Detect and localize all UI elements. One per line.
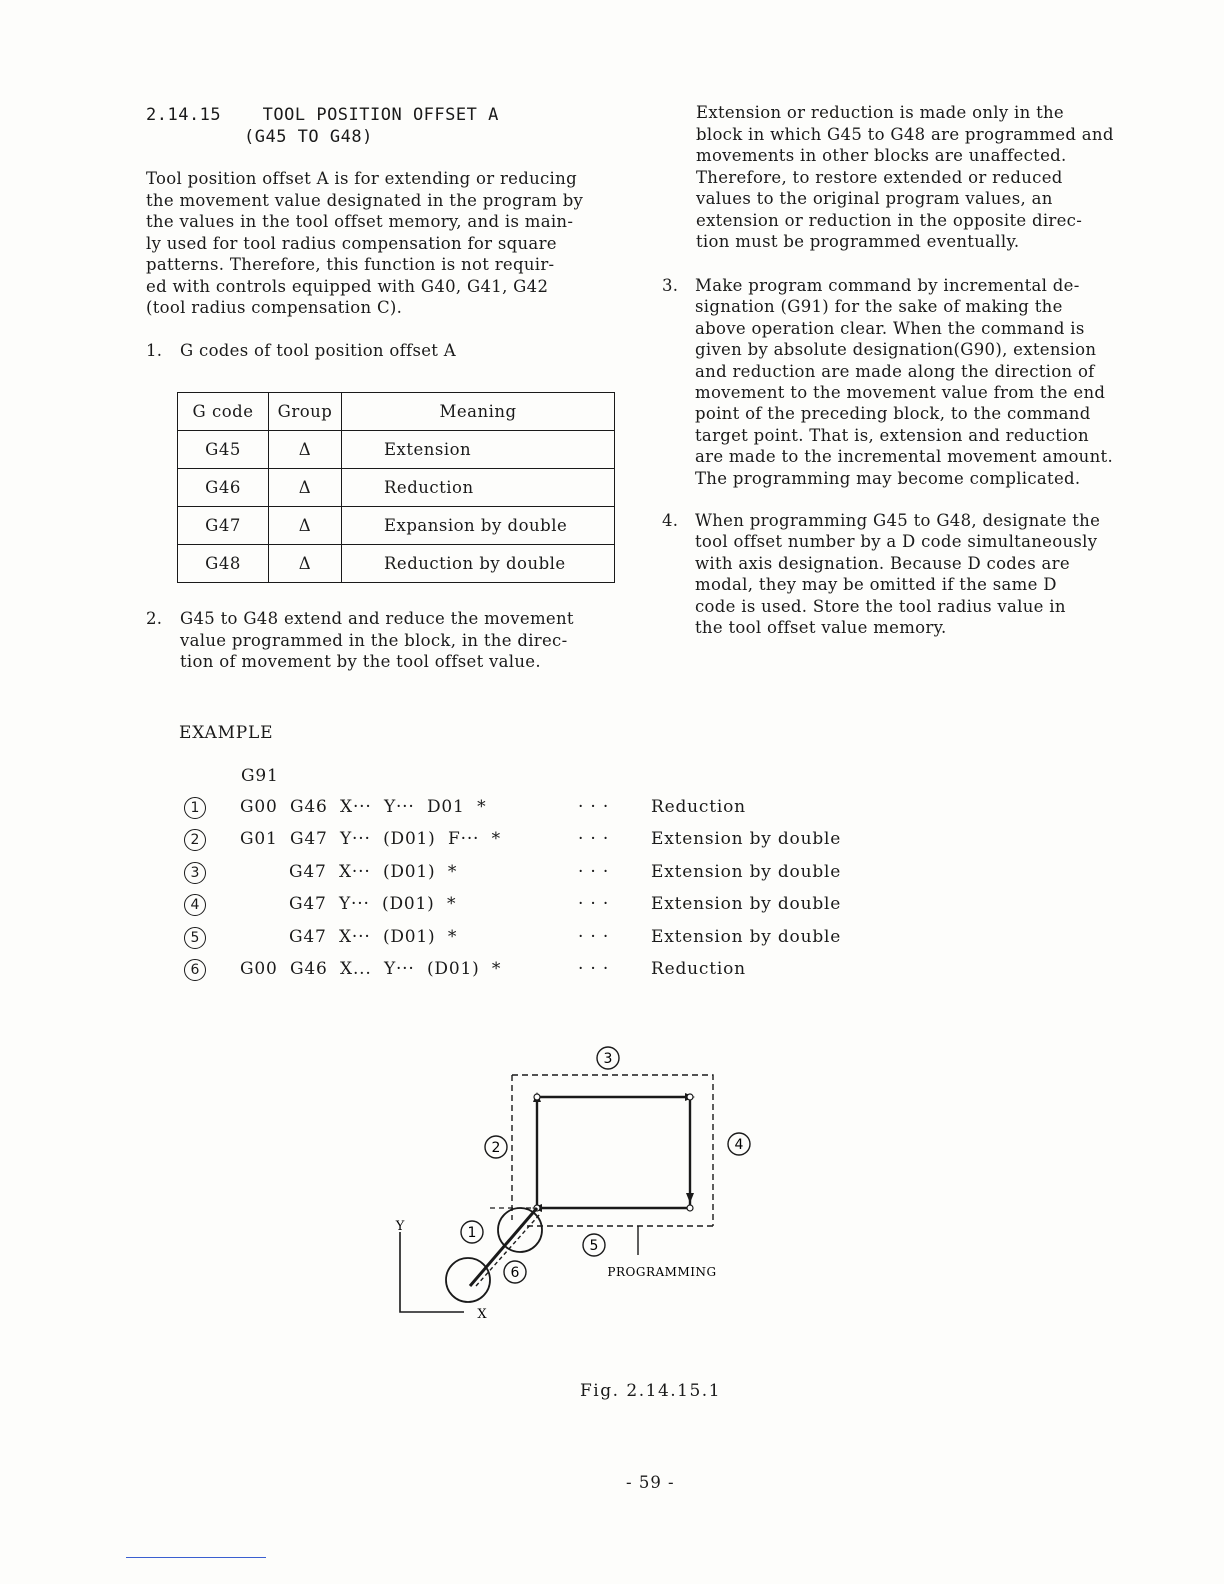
group-cell: Δ <box>269 545 342 583</box>
text-line: ed with controls equipped with G40, G41, G42 <box>146 276 549 296</box>
example-step-marker <box>184 829 206 851</box>
text-line: target point. That is, extension and reduction <box>695 425 1089 445</box>
example-dots: · · · <box>578 959 610 979</box>
text-line: block in which G45 to G48 are programmed and <box>696 124 1114 144</box>
example-dots: · · · <box>578 926 610 947</box>
example-dots: · · · <box>578 797 610 817</box>
text-line: (tool radius compensation C). <box>146 298 403 317</box>
text-line: value programmed in the block, in the direc- <box>180 630 568 650</box>
item-1-number: 1. <box>146 341 163 360</box>
fig-label-6: 6 <box>510 1265 520 1281</box>
text-line: the values in the tool offset memory, and is main- <box>146 212 574 231</box>
example-step-marker <box>184 894 206 916</box>
fig-label-5: 5 <box>589 1238 599 1254</box>
text-line: tool offset number by a D code simultaneously <box>695 532 1098 552</box>
figure-diagram <box>380 1040 800 1330</box>
approach-path <box>467 1208 537 1286</box>
example-step-number: 6 <box>184 959 206 981</box>
item-2-number: 2. <box>146 609 163 628</box>
example-dots: · · · <box>578 861 610 882</box>
text-line: movements in other blocks are unaffected. <box>696 146 1067 165</box>
text-line: point of the preceding block, to the command <box>695 404 1091 424</box>
example-title: EXAMPLE <box>179 723 274 743</box>
text-line: Therefore, to restore extended or reduced <box>696 167 1063 187</box>
meaning-cell: Reduction <box>342 469 615 507</box>
group-cell: Δ <box>269 469 342 507</box>
text-line: values to the original program values, an <box>696 189 1053 208</box>
gcode-table <box>177 392 615 583</box>
table-header-row <box>178 393 615 431</box>
text-line: ly used for tool radius compensation for square <box>146 233 557 253</box>
text-line: Tool position offset A is for extending or reducing <box>146 169 577 188</box>
example-step-number: 4 <box>184 894 206 916</box>
example-description: Extension by double <box>651 926 842 947</box>
example-step-number: 1 <box>184 797 206 819</box>
corner-marker <box>534 1094 540 1100</box>
arrow-down-marker <box>686 1193 694 1203</box>
text-line: The programming may become complicated. <box>695 468 1081 488</box>
text-line: signation (G91) for the sake of making the <box>695 297 1063 317</box>
table-row <box>178 507 615 545</box>
gcode-cell: G46 <box>178 469 269 507</box>
group-cell: Δ <box>269 507 342 545</box>
section-number: 2.14.15 <box>146 105 222 125</box>
example-step-number: 3 <box>184 862 206 884</box>
fig-label-3: 3 <box>603 1051 613 1067</box>
text-line: tion must be programmed eventually. <box>696 232 1020 251</box>
header-group: Group <box>269 393 342 431</box>
text-line: above operation clear. When the command is <box>695 318 1085 338</box>
example-description: Extension by double <box>651 861 842 882</box>
example-step-number: 5 <box>184 927 206 949</box>
gcode-cell: G45 <box>178 431 269 469</box>
table-row <box>178 469 615 507</box>
text-line: the tool offset value memory. <box>695 618 947 637</box>
group-cell: Δ <box>269 431 342 469</box>
example-dots: · · · <box>578 894 610 915</box>
example-description: Extension by double <box>651 829 842 850</box>
table-row <box>178 545 615 583</box>
tool-circle-start <box>446 1258 490 1302</box>
example-code: G00 G46 X··· Y··· D01 * <box>240 797 487 817</box>
corner-marker <box>687 1205 693 1211</box>
text-line: with axis designation. Because D codes are <box>695 553 1070 573</box>
example-code: G47 X··· (D01) * <box>289 861 458 882</box>
axis-y-label: Y <box>395 1219 405 1234</box>
corner-marker <box>687 1094 693 1100</box>
fig-label-2: 2 <box>491 1140 501 1156</box>
text-line: movement to the movement value from the end <box>695 383 1106 402</box>
fig-label-4: 4 <box>734 1137 744 1153</box>
section-title-line2: (G45 TO G48) <box>244 127 373 147</box>
example-step-marker <box>184 959 206 981</box>
text-line: Make program command by incremental de- <box>695 276 1080 295</box>
example-description: Reduction <box>651 959 746 979</box>
text-line: G45 to G48 extend and reduce the movement <box>180 609 574 628</box>
example-code: G00 G46 X... Y··· (D01) * <box>240 959 502 979</box>
header-gcode: G code <box>178 393 269 431</box>
example-dots: · · · <box>578 829 610 850</box>
text-line: code is used. Store the tool radius value in <box>695 596 1066 616</box>
example-step-marker <box>184 862 206 884</box>
meaning-cell: Extension <box>342 431 615 469</box>
text-line: are made to the incremental movement amount. <box>695 447 1114 467</box>
axes <box>400 1232 464 1312</box>
text-line: When programming G45 to G48, designate the <box>695 511 1101 530</box>
example-step-number: 2 <box>184 829 206 851</box>
page-number: - 59 - <box>626 1473 675 1492</box>
gcode-cell: G48 <box>178 545 269 583</box>
example-description: Reduction <box>651 797 746 817</box>
example-code: G47 Y··· (D01) * <box>289 894 457 915</box>
section-title: TOOL POSITION OFFSET A <box>262 105 499 125</box>
text-line: extension or reduction in the opposite direc- <box>696 210 1083 230</box>
example-step-marker <box>184 927 206 949</box>
text-line: the movement value designated in the program by <box>146 190 584 210</box>
fig-label-1: 1 <box>467 1225 477 1241</box>
text-line: Extension or reduction is made only in the <box>696 103 1065 122</box>
text-line: given by absolute designation(G90), extension <box>695 340 1097 360</box>
text-line: modal, they may be omitted if the same D <box>695 575 1057 595</box>
text-line: and reduction are made along the direction of <box>695 361 1095 381</box>
example-step-marker <box>184 797 206 819</box>
item-1-text: G codes of tool position offset A <box>180 341 456 360</box>
text-line: patterns. Therefore, this function is not requir- <box>146 255 555 274</box>
programming-label: PROGRAMMING <box>607 1265 717 1279</box>
item-4-number: 4. <box>662 511 679 530</box>
gcode-cell: G47 <box>178 507 269 545</box>
section-heading <box>146 104 499 126</box>
item-3-number: 3. <box>662 276 679 295</box>
example-code: G01 G47 Y··· (D01) F··· * <box>240 829 501 850</box>
footnote-rule <box>126 1557 266 1558</box>
text-line: tion of movement by the tool offset value. <box>180 652 541 671</box>
example-code: G47 X··· (D01) * <box>289 926 458 947</box>
example-description: Extension by double <box>651 894 842 915</box>
meaning-cell: Expansion by double <box>342 507 615 545</box>
table-row <box>178 431 615 469</box>
figure-caption: Fig. 2.14.15.1 <box>580 1381 722 1401</box>
header-meaning: Meaning <box>342 393 615 431</box>
meaning-cell: Reduction by double <box>342 545 615 583</box>
example-first-line: G91 <box>241 766 279 786</box>
axis-x-label: X <box>477 1307 487 1322</box>
